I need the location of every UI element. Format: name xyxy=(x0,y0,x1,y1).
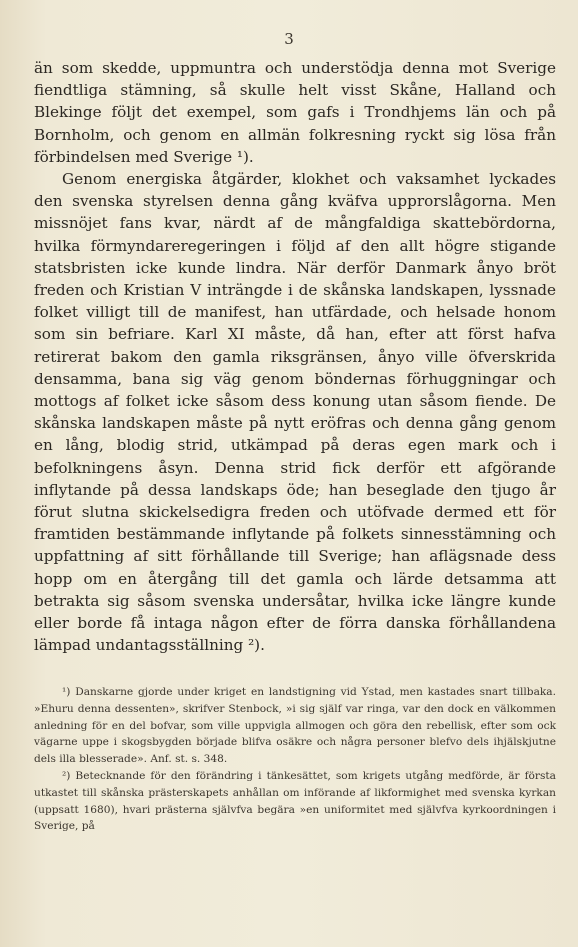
body-text xyxy=(34,57,556,656)
footnote: ²) Betecknande för den förändring i tänkesättet, som krigets utgång medförde, är första utkastet till skånska prästerskapets anhållan om införande af likformighet med svenska kyrkan (uppsatt 1680), hvari prästerna självfva begära »en uniformitet med självfva kyrkoordningen i Sverige, på xyxy=(34,769,556,833)
footnotes xyxy=(34,684,556,835)
page-number: 3 xyxy=(284,30,294,48)
footnote: ¹) Danskarne gjorde under kriget en landstigning vid Ystad, men kastades snart tillbaka. »Ehuru denna dessenten», skrifver Stenbock, »i sig själf var ringa, var den dock en välkommen anledning för en del bofvar, som ville uppvigla allmogen och göra den rebellisk, efter som ock vägarne uppe i skogsbygden började blifva osäkre och några personer blefvo dels ihjälskjutne dels illa blesserade». Anf. st. s. 348. xyxy=(34,686,556,766)
paragraph: än som skedde, uppmuntra och understödja denna mot Sverige fiendtliga stämning, så skulle helt visst Skåne, Halland och Blekinge följt det exempel, som gafs i Trondhjems län och på Bornholm, och genom en allmän folkresning ryckt sig lösa från förbindelsen med Sverige ¹). xyxy=(34,59,556,166)
paragraph: Genom energiska åtgärder, klokhet och vaksamhet lyckades den svenska styrelsen denna gång kväfva upprorslågorna. Men missnöjet fans kvar, närdt af de mångfaldiga skattebördorna, hvilka förmyndareregeringen i följd af den allt högre stigande statsbristen icke kunde lindra. När derför Danmark ånyo bröt freden och Kristian V inträngde i de skånska landskapen, lyssnade folket villigt till de manifest, han utfärdade, och helsade honom som sin befriare. Karl XI måste, då han, efter att först hafva retirerat bakom den gamla riksgränsen, ånyo ville öfverskrida densamma, bana sig väg genom böndernas förhuggningar och mottogs af folket icke såsom dess konung utan såsom fiende. De skånska landskapen måste på nytt eröfras och denna gång genom en lång, blodig strid, utkämpad på deras egen mark och i befolkningens åsyn. Denna strid fick derför ett afgörande inflytande på dessa landskaps öde; han beseglade den tjugo år förut slutna skickelsedigra freden och utöfvade dermed ett för framtiden bestämmande inflytande på folkets sinnesstämning och uppfattning af sitt förhållande till Sverige; han aflägsnade dess hopp om en återgång till det gamla och lärde detsamma att betrakta sig såsom svenska undersåtar, hvilka icke längre kunde eller borde få intaga någon efter de förra danska förhållandena lämpad undantagsställning ²). xyxy=(34,170,556,655)
